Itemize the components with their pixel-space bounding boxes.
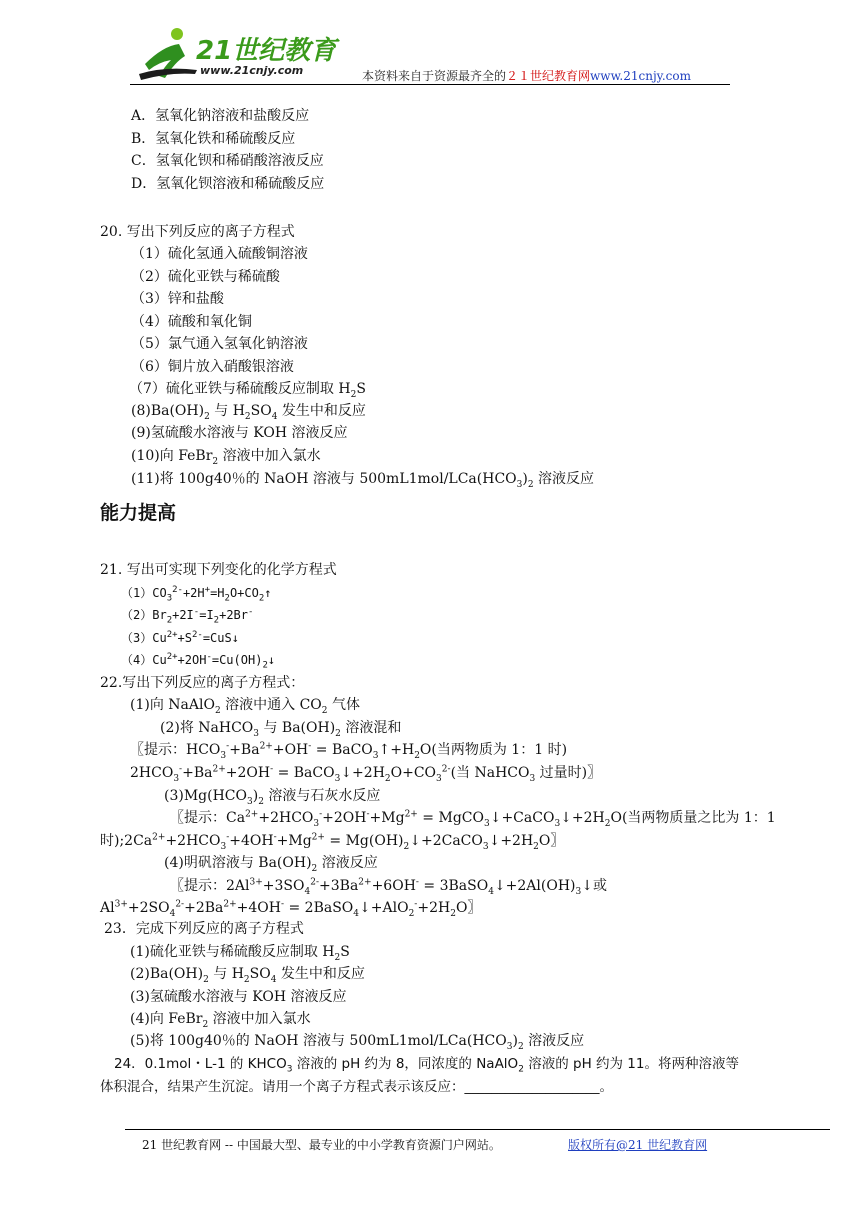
logo-runner-icon [135, 26, 205, 82]
q20-item-7: （7）硫化亚铁与稀硫酸反应制取 $H_2S$ [129, 381, 366, 400]
q24-line-2: 体积混合，结果产生沉淀。请用一个离子方程式表示该反应：____________________。 [100, 1079, 613, 1095]
q19-option-a: A．氢氧化钠溶液和盐酸反应 [131, 108, 310, 124]
q22-part-1: (1)向 NaAlO$_2$ 溶液中通入 $CO_2$ 气体 [130, 697, 360, 716]
q20-item-2: （2）硫化亚铁与稀硫酸 [131, 269, 280, 285]
q19-option-b: B．氢氧化铁和稀硫酸反应 [131, 131, 296, 147]
logo-title: 21世纪教育 [196, 36, 337, 66]
q21-title: 21. 写出可实现下列变化的化学方程式 [100, 562, 337, 578]
q22-part-4: (4)明矾溶液与 $Ba(OH)_2$ 溶液反应 [164, 855, 378, 874]
q20-item-6: （6）铜片放入硝酸银溶液 [131, 359, 294, 375]
q22-hint-3b: 时)$;2Ca^{2+}+2HCO_3^-+4OH^-+Mg^{2+}$ = $Mg(OH)_2↓+2CaCO_3↓+2H_2O$〗 [100, 832, 565, 852]
q22-hint-2a: 〖提示：$HCO_3^-+Ba^{2+}+OH^-$ = $BaCO_3↑+H_2O$(当两物质为 1：1 时) [130, 741, 568, 761]
q22-hint-4b: $Al^{3+}+2SO_4^{2-}+2Ba^{2+}+4OH^-$ = $2BaSO_4↓+AlO_2^-+2H_2O$〗 [100, 899, 482, 919]
q23-line-2: $(2)Ba(OH)_2$ 与 $H_2SO_4$ 发生中和反应 [130, 966, 365, 985]
q23-line-5: (5)将 100g40％的 NaOH 溶液与 $500mL1mol/LCa(HCO_3)_2$ 溶液反应 [130, 1033, 585, 1052]
q20-item-8: $(8)Ba(OH)_2$ 与 $H_2SO_4$ 发生中和反应 [131, 403, 366, 422]
q22-part-2: (2)将 NaHCO$_3$ 与 $Ba(OH)_2$ 溶液混和 [160, 720, 402, 739]
q23-line-4: (4)向 FeBr$_2$ 溶液中加入氯水 [130, 1011, 311, 1030]
footer-copyright-link[interactable]: 版权所有@21 世纪教育网 [568, 1138, 708, 1152]
q21-line-1: $(1)CO_3^{2-}+2H^+=H_2O+CO_2↑$ [121, 585, 272, 604]
q20-item-11: (11)将 100g40％的 NaOH 溶液与 $500mL1mol/LCa(HCO_3)_2$ 溶液反应 [131, 471, 595, 490]
q23-line-3: (3)氢硫酸水溶液与 KOH 溶液反应 [130, 989, 347, 1005]
q20-item-5: （5）氯气通入氢氧化钠溶液 [131, 336, 308, 352]
q20-title: 20. 写出下列反应的离子方程式 [100, 224, 295, 240]
q20-item-10: (10)向 FeBr$_2$ 溶液中加入氯水 [131, 448, 321, 467]
q22-hint-4a: 〖提示：$2Al^{3+}+3SO_4^{2-}+3Ba^{2+}+6OH^-$ = $3BaSO_4↓+2Al(OH)_3↓$或 [170, 877, 607, 897]
q23-title: 23．完成下列反应的离子方程式 [104, 921, 304, 937]
q21-line-3: $(3)Cu^{2+}+S^{2-}=CuS↓$ [121, 630, 239, 645]
footer-text: 21 世纪教育网 -- 中国最大型、最专业的中小学教育资源门户网站。 [142, 1138, 501, 1152]
section-title: 能力提高 [100, 502, 177, 524]
q22-hint-2b: $2HCO_3^-+Ba^{2+}+2OH^-$ = $BaCO_3↓+2H_2O+CO_3^{2-}$(当 NaHCO$_3$ 过量时)〗 [130, 764, 602, 784]
header-divider [130, 84, 730, 85]
q20-item-9: (9)氢硫酸水溶液与 KOH 溶液反应 [131, 425, 348, 441]
q22-part-3: $(3)Mg(HCO_3)_2$ 溶液与石灰水反应 [164, 788, 381, 807]
q20-item-1: （1）硫化氢通入硫酸铜溶液 [131, 246, 308, 262]
q24-line-1: 24．0.1mol・L-1 的 $KHCO_3$ 溶液的 pH 约为 8，同浓度的 NaAlO$_2$ 溶液的 pH 约为 11。将两种溶液等 [114, 1056, 739, 1075]
q20-item-4: （4）硫酸和氧化铜 [131, 314, 252, 330]
q19-option-d: D．氢氧化钡溶液和稀硫酸反应 [131, 176, 325, 192]
q21-line-2: $(2)Br_2+2I^-=I_2+2Br^-$ [121, 607, 254, 626]
header-note: 本资料来自于资源最齐全的２１世纪教育网www.21cnjy.com [362, 69, 691, 83]
q21-line-4: $(4)Cu^{2+}+2OH^-=Cu(OH)_2↓$ [121, 652, 276, 671]
q20-item-3: （3）锌和盐酸 [131, 291, 224, 307]
q22-title: 22.写出下列反应的离子方程式： [100, 675, 305, 691]
q19-option-c: C．氢氧化钡和稀硝酸溶液反应 [131, 153, 324, 169]
logo-url: www.21cnjy.com [200, 64, 304, 77]
q23-line-1: (1)硫化亚铁与稀硫酸反应制取 $H_2S$ [130, 944, 350, 963]
q22-hint-3a: 〖提示：$Ca^{2+}+2HCO_3^-+2OH^-+Mg^{2+}$ = $MgCO_3↓+CaCO_3↓+2H_2O$(当两物质量之比为 1：1 [170, 809, 776, 829]
footer-divider [125, 1129, 830, 1130]
